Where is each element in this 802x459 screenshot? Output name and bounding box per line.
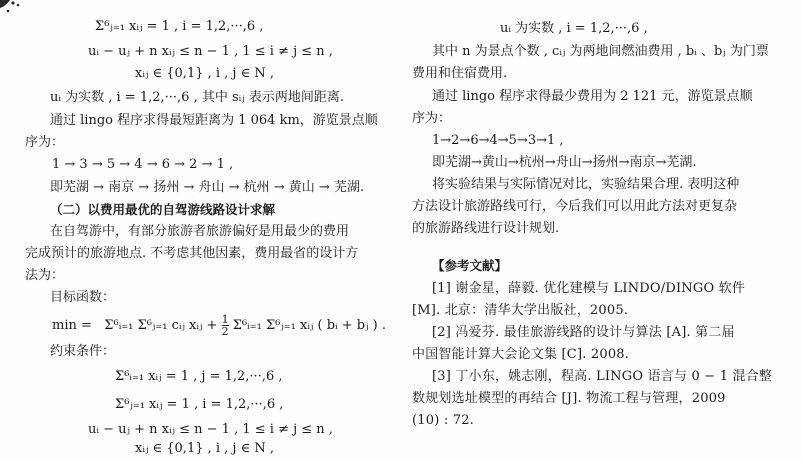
- constraint-3: uᵢ − uⱼ + n xᵢⱼ ≤ n − 1 , 1 ≤ i ≠ j ≤ n ,: [88, 422, 333, 437]
- reference-2-cont: 中国智能计算大会论文集 [C]. 2008.: [412, 347, 630, 362]
- fraction-half: $\frac{1}{2}$: [221, 313, 229, 338]
- reference-3: [3] 丁小东，姚志刚，程高. LINGO 语言与 0 − 1 混合整: [432, 369, 773, 384]
- reference-3-end: (10) : 72.: [412, 413, 475, 428]
- route-cities-distance: 即芜湖 → 南京 → 扬州 → 舟山 → 杭州 → 黄山 → 芜湖.: [50, 180, 365, 195]
- references-heading: 【参考文献】: [432, 258, 508, 273]
- text-line: uᵢ 为实数 , i = 1,2,···,6 , 其中 sᵢⱼ 表示两地间距离.: [50, 90, 344, 105]
- reference-3-cont: 数规划选址模型的再结合 [J]. 物流工程与管理，2009: [412, 391, 726, 406]
- reference-1: [1] 谢金星，薛毅. 优化建模与 LINDO/DINGO 软件: [432, 281, 746, 296]
- text-line: 其中 n 为景点个数 , cᵢⱼ 为两地间燃油费用 , bᵢ 、bⱼ 为门票: [432, 44, 769, 59]
- text-line: 序为：: [25, 135, 65, 150]
- constraint-1: Σ⁶ᵢ₌₁ xᵢⱼ = 1 , j = 1,2,···,6 ,: [115, 369, 283, 384]
- text-line: 在自驾游中，有部分旅游者旅游偏好是用最少的费用: [50, 224, 350, 239]
- equation-real: uᵢ 为实数 , i = 1,2,···,6 ,: [500, 21, 648, 36]
- route-sequence-cost: 1→2→6→4→5→3→1 ,: [432, 133, 564, 148]
- constraint-2: Σ⁶ⱼ₌₁ xᵢⱼ = 1 , i = 1,2,···,6 ,: [115, 397, 284, 412]
- objective-function: min = Σ⁶ᵢ₌₁ Σ⁶ⱼ₌₁ cᵢⱼ xᵢⱼ + $\frac{1}{2}$ Σ⁶ᵢ₌₁ Σ⁶ⱼ₌₁ xᵢⱼ ( bᵢ + bⱼ ) .: [52, 313, 387, 338]
- route-sequence-distance: 1 → 3 → 5 → 4 → 6 → 2 → 1 ,: [52, 157, 234, 172]
- text-line: 方法设计旅游路线可行，今后我们可以用此方法对更复杂: [412, 199, 738, 214]
- route-cities-cost: 即芜湖→黄山→杭州→舟山→扬州→南京→芜湖.: [432, 155, 697, 170]
- text-line: 将实验结果与实际情况对比，实验结果合理. 表明这种: [432, 177, 740, 192]
- constraint-4: xᵢⱼ ∈ {0,1} , i , j ∈ N ,: [135, 441, 274, 456]
- text-line: 费用和住宿费用.: [412, 66, 508, 81]
- corner-ornament-icon: [0, 0, 28, 14]
- text-line: 通过 lingo 程序求得最短距离为 1 064 km，游览景点顺: [50, 113, 378, 128]
- text-line: 完成预计的旅游地点. 不考虑其他因素，费用最省的设计方: [25, 246, 359, 261]
- text-line: 通过 lingo 程序求得最少费用为 2 121 元，游览景点顺: [432, 89, 753, 104]
- equation-row-constraint: Σ⁡⁶ⱼ₌₁ xᵢⱼ = 1 , i = 1,2,···,6 ,: [95, 19, 264, 34]
- reference-2: [2] 冯爱芬. 最佳旅游线路的设计与算法 [A]. 第二届: [432, 325, 735, 340]
- equation-subtour: uᵢ − uⱼ + n xᵢⱼ ≤ n − 1 , 1 ≤ i ≠ j ≤ n ,: [88, 44, 333, 59]
- reference-1-cont: [M]. 北京：清华大学出版社，2005.: [412, 303, 629, 318]
- objective-label: 目标函数：: [50, 290, 116, 305]
- text-line: 序为：: [412, 111, 452, 126]
- text-line: 法为：: [25, 268, 65, 283]
- text-line: 的旅游路线进行设计规划.: [412, 221, 560, 236]
- equation-binary: xᵢⱼ ∈ {0,1} , i , j ∈ N ,: [135, 66, 274, 81]
- section-heading: （二）以费用最优的自驾游线路设计求解: [50, 202, 276, 217]
- constraint-label: 约束条件：: [50, 344, 116, 359]
